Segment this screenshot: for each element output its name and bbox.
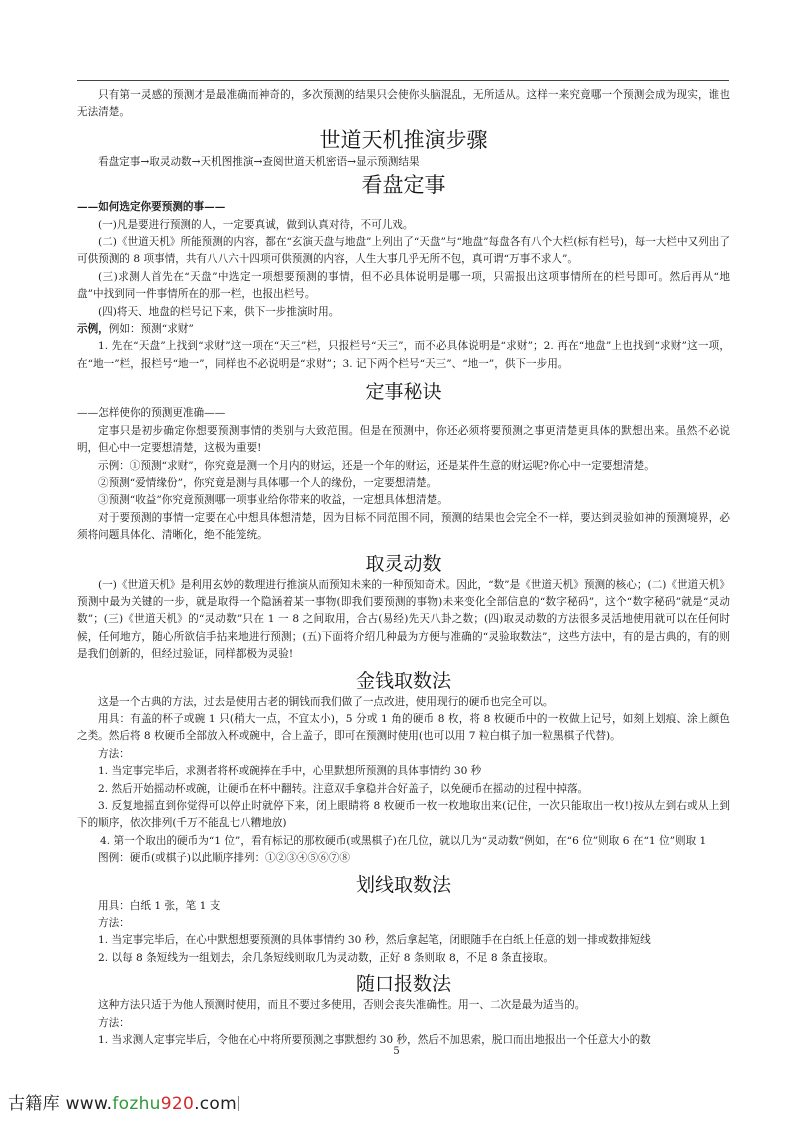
page-number: 5 <box>393 1046 400 1057</box>
document-body <box>77 87 730 1049</box>
jinqian-paragraph: 用具：有盖的杯子或碗 1 只(稍大一点，不宜太小)，5 分或 1 角的硬币 8 枚，将 8 枚硬币中的一枚做上记号，如刻上划痕、涂上颜色之类。然后将 8 枚硬币全部放入杯或碗中，合上盖子，即可在预测时使用(也可以用 7 粒白棋子加一粒黑棋子代替)。 <box>77 712 730 743</box>
mijue-paragraph: 对于要预测的事情一定要在心中想具体想清楚，因为目标不同范围不同，预测的结果也会完全不一样，要达到灵验如神的预测境界，必须将问题具体化、清晰化，绝不能笼统。 <box>77 511 730 542</box>
example-text: 例如：预测“求财” <box>108 323 194 336</box>
kanpan-paragraph: (二)《世道天机》所能预测的内容，都在“玄演天盘与地盘”上列出了“天盘”与“地盘”每盘各有八个大栏(标有栏号)，每一大栏中又列出了可供预测的 8 项事情，共有八八六十四项可供预测的内容，人生大事几乎无所不包，真可谓“万事不求人”。 <box>77 236 730 266</box>
jinqian-legend: 图例：硬币(或棋子)以此顺序排列：①②③④⑤⑥⑦⑧ <box>98 852 350 865</box>
kanpan-example-line <box>77 321 730 338</box>
section-title-kanpan: 看盘定事 <box>361 173 446 198</box>
steps-flow: 看盘定事→取灵动数→天机图推演→查阅世道天机密语→显示预测结果 <box>98 155 420 168</box>
huaxian-paragraph: 2. 以每 8 条短线为一组划去，余几条短线则取几为灵动数，正好 8 条则取 8，不足 8 条直接取。 <box>98 951 554 964</box>
jinqian-paragraph: 4. 第一个取出的硬币为“1 位”，看有标记的那枚硬币(或黑棋子)在几位，就以几为“灵动数”例如，在“6 位”则取 6 在“1 位”则取 1 <box>100 834 707 847</box>
watermark-link[interactable] <box>8 1089 239 1114</box>
text-cursor <box>238 1096 239 1111</box>
jinqian-paragraph: 3. 反复地摇直到你觉得可以停止时就停下来，闭上眼睛将 8 枚硬币一枚一枚地取出来(记住，一次只能取出一枚!)按从左到右或从上到下的顺序，依次排列(千万不能乱七八糟地放) <box>77 800 730 830</box>
suikou-paragraph: 1. 当求测人定事完毕后，令他在心中将所要预测之事默想约 30 秒，然后不加思索，脱口而出地报出一个任意大小的数 <box>98 1034 651 1047</box>
intro-paragraph: 只有第一灵感的预测才是最准确而神奇的，多次预测的结果只会使你头脑混乱，无所适从。这样一来究竟哪一个预测会成为现实，谁也无法清楚。 <box>77 89 730 119</box>
mijue-paragraph: ③预测“收益”你究竟预测哪一项事业给你带来的收益，一定想具体想清楚。 <box>98 494 448 507</box>
watermark-green: fozhu <box>112 1094 161 1114</box>
section-title-steps: 世道天机推演步骤 <box>319 127 488 152</box>
section-title-jinqian: 金钱取数法 <box>355 669 451 692</box>
mijue-paragraph: ②预测“爱情缘份”，你究竟是测与具体哪一个人的缘份，一定要想清楚。 <box>98 476 438 489</box>
watermark-suffix: .com <box>194 1094 237 1114</box>
jinqian-paragraph: 1. 当定事完毕后，求测者将杯或碗捧在手中，心里默想所预测的具体事情约 30 秒 <box>98 765 482 778</box>
section-title-qulingdongshu: 取灵动数 <box>365 552 442 575</box>
watermark-red: 920 <box>160 1094 195 1114</box>
mijue-paragraph: 示例：①预测“求财”，你究竟是测一个月内的财运，还是一个年的财运，还是某件生意的财运呢?你心中一定要想清楚。 <box>98 459 655 472</box>
watermark-prefix: 古籍库 www. <box>8 1094 113 1114</box>
mijue-subtitle: ——怎样使你的预测更准确—— <box>77 407 226 420</box>
jinqian-paragraph: 这是一个古典的方法，过去是使用古老的铜钱而我们做了一点改进，使用现行的硬币也完全可以。 <box>98 695 554 708</box>
kanpan-paragraph: (三)求测人首先在“天盘”中选定一项想要预测的事情，但不必具体说明是哪一项，只需报出这项事情所在的栏号即可。然后再从“地盘”中找到同一件事情所在的那一栏，也报出栏号。 <box>77 270 730 301</box>
section-title-suikou: 随口报数法 <box>355 973 451 996</box>
example-label: 示例， <box>77 323 109 336</box>
huaxian-paragraph: 用具：白纸 1 张，笔 1 支 <box>98 899 221 912</box>
mijue-paragraph: 定事只是初步确定你想要预测事情的类别与大致范围。但是在预测中，你还必须将要预测之事更清楚更具体的默想出来。虽然不必说明，但心中一定要想清楚，这极为重要! <box>77 424 730 455</box>
kanpan-subtitle: ——如何选定你要预测的事—— <box>77 201 226 214</box>
qulingdongshu-paragraph: (一)《世道天机》是利用玄妙的数理进行推演从而预知未来的一种预知奇术。因此，“数”是《世道天机》预测的核心；(二)《世道天机》预测中最为关键的一步，就是取得一个隐涵着某一事物(即我们要预测的事物)未来变化全部信息的“数字秘码”，这个“数字秘码”就是“灵动数”；(三)《世道天机》的“灵动数”只在 1 一 8 之间取用，合古(易经)先天八卦之数；(四)取灵动数的方法很多灵活地使用就可以在任何时候，任何地方，随心所欲信手拈来地进行预测；(五)下面将介绍几种最为方便与准确的“灵验取数法”，这些方法中，有的是古典的，有的则是我们创新的，但经过验证，同样都极为灵验! <box>77 578 730 661</box>
suikou-paragraph: 方法： <box>98 1016 130 1029</box>
suikou-paragraph: 这种方法只适于为他人预测时使用，而且不要过多使用，否则会丧失准确性。用一、二次是最为适当的。 <box>98 999 586 1012</box>
jinqian-paragraph: 方法： <box>98 747 130 760</box>
jinqian-paragraph: 2. 然后开始摇动杯或碗，让硬币在杯中翻转。注意双手拿稳并合好盖子，以免硬币在摇动的过程中掉落。 <box>98 782 589 795</box>
huaxian-paragraph: 方法： <box>98 917 130 930</box>
huaxian-paragraph: 1. 当定事完毕后，在心中默想想要预测的具体事情约 30 秒，然后拿起笔，闭眼随手在白纸上任意的划一排或数排短线 <box>98 934 651 947</box>
kanpan-example-body: 1. 先在“天盘”上找到“求财”这一项在“天三”栏，只报栏号“天三”，而不必具体说明是“求财”；2. 再在“地盘”上也找到“求财”这一项，在“地一”栏，报栏号“地一”，同样也不必说明是“求财”；3. 记下两个栏号“天三”、“地一”，供下一步用。 <box>77 340 730 370</box>
kanpan-paragraph: (一)凡是要进行预测的人，一定要真诚，做到认真对待，不可儿戏。 <box>98 218 414 231</box>
section-title-huaxian: 划线取数法 <box>355 873 451 896</box>
kanpan-paragraph: (四)将天、地盘的栏号记下来，供下一步推演时用。 <box>98 305 340 318</box>
header-rule <box>77 80 729 81</box>
section-title-mijue: 定事秘诀 <box>365 381 442 404</box>
